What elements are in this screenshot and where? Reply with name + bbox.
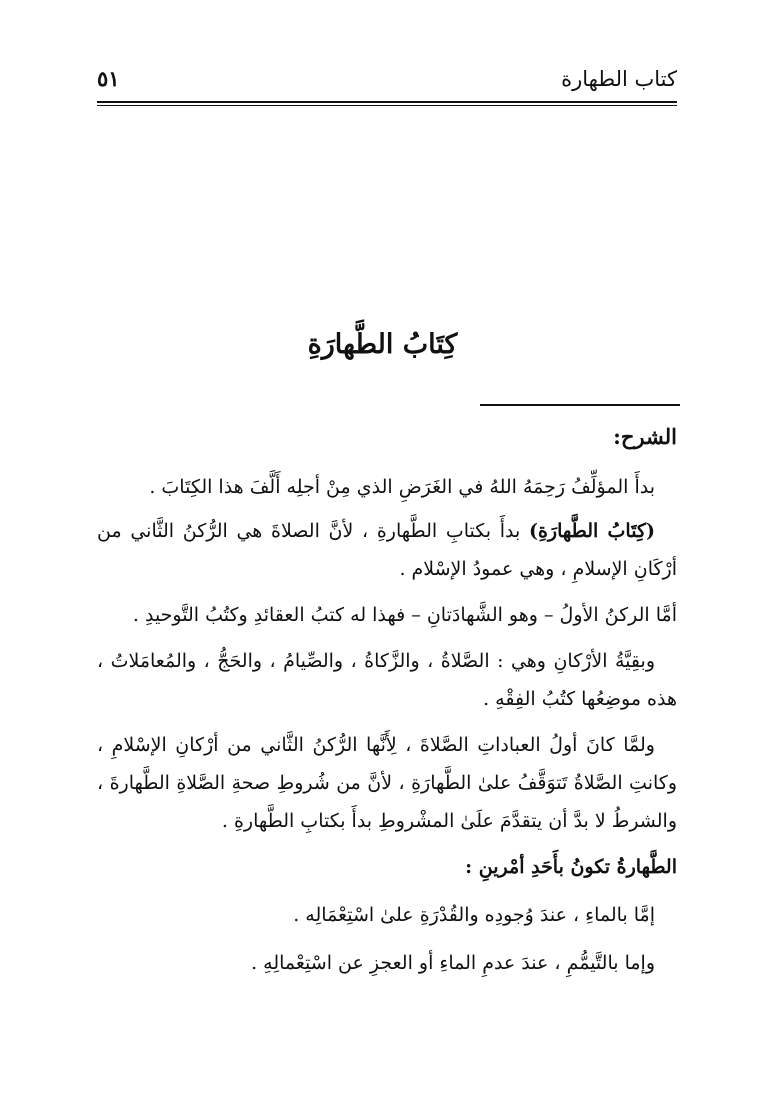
paragraph-6-heading: الطَّهارةُ تكونُ بأَحَدِ أمْرينِ : (465, 856, 677, 878)
paragraph-4: وبقِيَّةُ الأرْكانِ وهي : الصَّلاةُ ، والزَّكاةُ ، والصِّيامُ ، والحَجُّ ، والمُعامَلاتُ ، هذه موضِعُها كتُبُ الفِقْهِ . (97, 650, 677, 710)
paragraph-8: وإما بالتَّيمُّمِ ، عندَ عدمِ الماءِ أو العجزِ عن اسْتِعْمالِهِ . (251, 952, 655, 974)
running-header (97, 64, 677, 100)
sharh-label: الشرح: (613, 424, 677, 449)
header-rule-thin (97, 105, 677, 106)
paragraph-7: إمَّا بالماءِ ، عندَ وُجودِه والقُدْرَةِ علىٰ اسْتِعْمَالِه . (293, 904, 655, 926)
paragraph-2-text: بدأَ بكتابِ الطَّهارةِ ، لأنَّ الصلاةَ هي الرُّكنُ الثَّاني من أرْكَانِ الإسلامِ ، وهي عمودُ الإسْلام . (97, 520, 677, 580)
paragraph-5: ولمَّا كانَ أولُ العباداتِ الصَّلاةَ ، لِأَنَّها الرُّكنُ الثَّاني من أرْكانِ الإسْلامِ ، وكانتِ الصَّلاةُ تَتوَقَّفُ علىٰ الطَّهارَةِ ، لأنَّ من شُروطِ صحةِ الصَّلاةِ الطَّهارةَ ، والشرطُ لا بدَّ أن يتقدَّمَ علَىٰ المشْروطِ بدأَ بكتابِ الطَّهارةِ . (97, 734, 677, 832)
page-number: ٥١ (97, 66, 120, 91)
paragraph-3: أمَّا الركنُ الأولُ – وهو الشَّهادَتانِ – فهذا له كتبُ العقائدِ وكتُبُ التَّوحيدِ . (132, 604, 677, 626)
sharh-heading (97, 418, 677, 460)
paragraph-2 (97, 512, 677, 588)
section-divider (480, 404, 680, 406)
chapter-title: كِتَابُ الطَّهارَةِ (307, 329, 458, 360)
running-title: كتاب الطهارة (561, 67, 677, 91)
body-text (97, 418, 677, 982)
header-rule (97, 101, 677, 103)
paragraph-1: بدأَ المؤلِّفُ رَحِمَهُ اللهُ في الغَرَضِ الذي مِنْ أجلِه أَلَّفَ هذا الكِتَابَ . (149, 476, 655, 498)
paragraph-2-heading: (كِتَابُ الطَّهارَةِ) (528, 520, 655, 542)
